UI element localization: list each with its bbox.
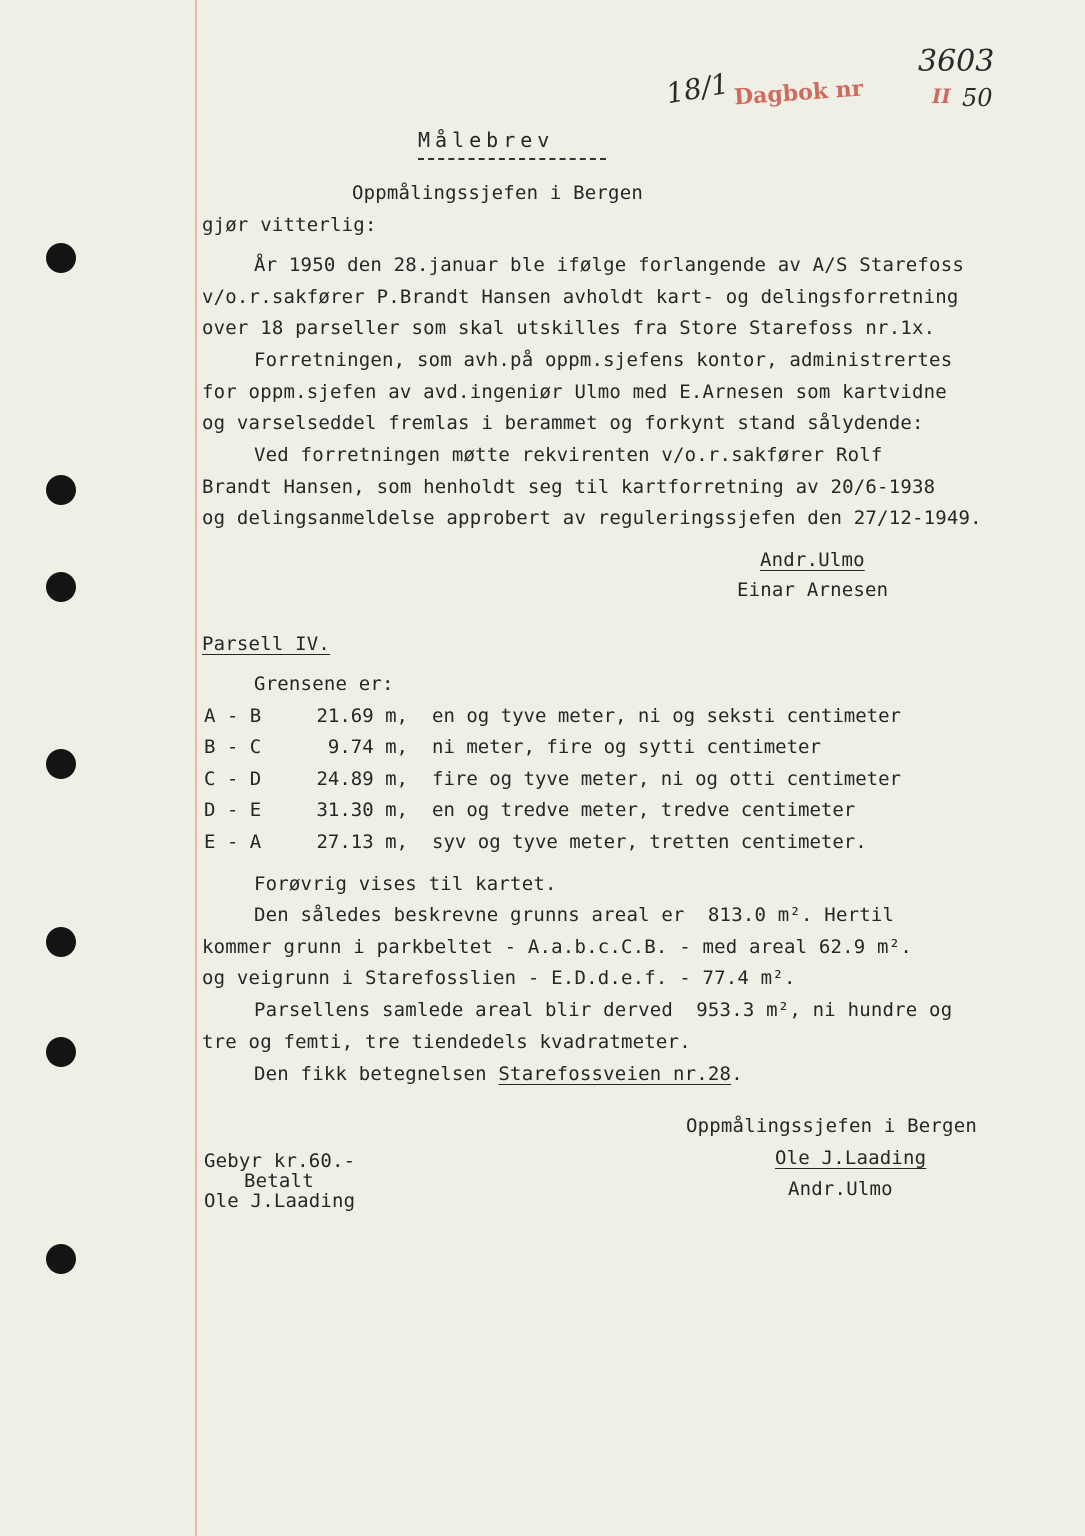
margin-rule — [195, 0, 197, 1536]
fee-signature: Ole J.Laading — [204, 1190, 356, 1212]
title-underline — [418, 158, 606, 160]
body-line: År 1950 den 28.januar ble ifølge forlangende av A/S Starefoss — [254, 254, 964, 276]
body-line: Brandt Hansen, som henholdt seg til kartforretning av 20/6-1938 — [202, 476, 936, 498]
signature-arnesen: Einar Arnesen — [737, 579, 889, 601]
opening-line: gjør vitterlig: — [202, 214, 377, 236]
punch-hole — [46, 749, 76, 779]
body-line: for oppm.sjefen av avd.ingeniør Ulmo med E.Arnesen som kartvidne — [202, 381, 947, 403]
punch-hole — [46, 572, 76, 602]
body-line: Den således beskrevne grunns areal er 813.0 m². Hertil — [254, 904, 895, 926]
body-line: og delingsanmeldelse approbert av reguleringssjefen den 27/12-1949. — [202, 507, 982, 529]
punch-hole — [46, 243, 76, 273]
boundary-text: ni meter, fire og sytti centimeter — [432, 736, 821, 758]
body-line: og varselseddel fremlas i berammet og forkynt stand sålydende: — [202, 412, 924, 434]
punch-hole — [46, 1244, 76, 1274]
boundary-segment: E - A — [204, 831, 262, 853]
signature-laading: Ole J.Laading — [775, 1147, 927, 1169]
designation-value: Starefossveien nr.28 — [498, 1063, 732, 1085]
boundary-row — [204, 768, 901, 792]
body-line: tre og femti, tre tiendedels kvadratmeter. — [202, 1031, 691, 1053]
issuer-heading: Oppmålingssjefen i Bergen — [352, 182, 643, 204]
punch-hole — [46, 927, 76, 957]
fee-line: Gebyr kr.60.- — [204, 1150, 356, 1172]
boundary-row — [204, 736, 821, 760]
stamp-number: 3603 — [918, 44, 995, 79]
boundary-row — [204, 799, 856, 823]
footer-issuer: Oppmålingssjefen i Bergen — [686, 1115, 977, 1137]
boundary-row — [204, 831, 867, 855]
boundary-segment: B - C — [204, 736, 262, 758]
boundary-length: 9.74 m, — [327, 736, 408, 758]
document-title: Målebrev — [418, 128, 555, 152]
boundary-segment: D - E — [204, 799, 262, 821]
boundary-length: 27.13 m, — [316, 831, 408, 853]
boundary-text: syv og tyve meter, tretten centimeter. — [432, 831, 867, 853]
boundaries-intro: Grensene er: — [254, 673, 394, 695]
boundary-text: fire og tyve meter, ni og otti centimeter — [432, 768, 901, 790]
signature-ulmo: Andr.Ulmo — [760, 549, 865, 571]
boundary-length: 31.30 m, — [316, 799, 408, 821]
fee-paid: Betalt — [244, 1170, 314, 1192]
designation-line — [254, 1062, 743, 1086]
punch-hole — [46, 475, 76, 505]
stamp-roman: II — [932, 84, 951, 108]
body-line: Forøvrig vises til kartet. — [254, 873, 557, 895]
boundary-segment: C - D — [204, 768, 262, 790]
designation-prefix: Den fikk betegnelsen — [254, 1063, 499, 1085]
body-line: over 18 parseller som skal utskilles fra Store Starefoss nr.1x. — [202, 317, 936, 339]
boundary-row — [204, 705, 901, 729]
body-line: Forretningen, som avh.på oppm.sjefens kontor, administrertes — [254, 349, 953, 371]
body-line: Ved forretningen møtte rekvirenten v/o.r.sakfører Rolf — [254, 444, 883, 466]
boundary-text: en og tyve meter, ni og seksti centimeter — [432, 705, 901, 727]
boundary-segment: A - B — [204, 705, 262, 727]
body-line: og veigrunn i Starefosslien - E.D.d.e.f. - 77.4 m². — [202, 967, 796, 989]
body-line: v/o.r.sakfører P.Brandt Hansen avholdt kart- og delingsforretning — [202, 286, 959, 308]
journal-stamp: Dagbok nr — [733, 75, 865, 111]
boundary-length: 24.89 m, — [316, 768, 408, 790]
boundary-length: 21.69 m, — [316, 705, 408, 727]
parsell-heading: Parsell IV. — [202, 633, 331, 655]
designation-suffix: . — [731, 1063, 743, 1085]
body-line: kommer grunn i parkbeltet - A.a.b.c.C.B. - med areal 62.9 m². — [202, 936, 912, 958]
signature-ulmo-footer: Andr.Ulmo — [788, 1178, 893, 1200]
boundary-text: en og tredve meter, tredve centimeter — [432, 799, 856, 821]
stamp-date: 18/1 — [663, 66, 732, 111]
stamp-year: 50 — [962, 84, 993, 112]
punch-hole — [46, 1037, 76, 1067]
body-line: Parsellens samlede areal blir derved 953.3 m², ni hundre og — [254, 999, 953, 1021]
